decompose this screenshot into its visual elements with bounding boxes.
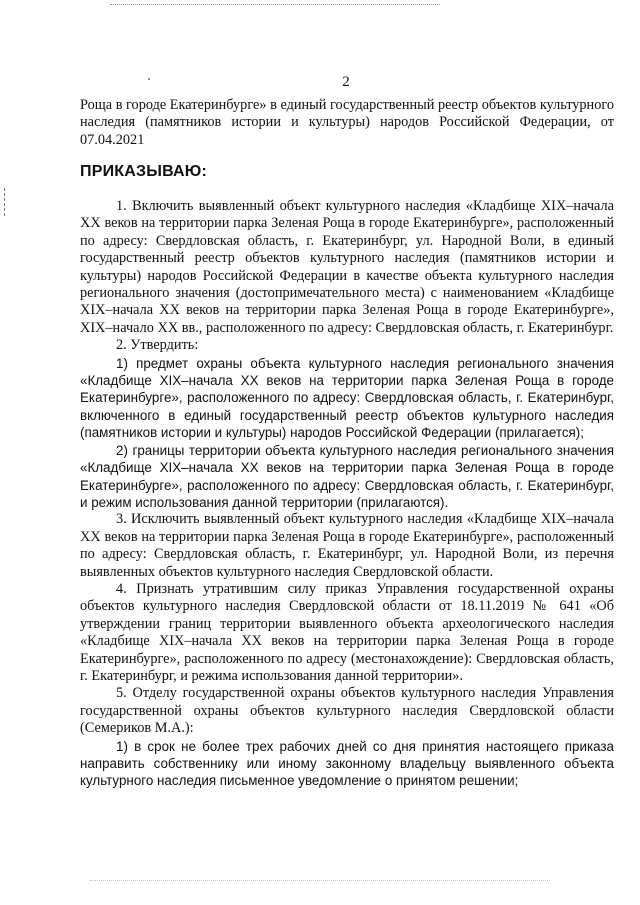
paragraph-5: 5. Отделу государственной охраны объектов культурного наследия Управления государственной охраны объектов культурного наследия Свердловской области (Семериков М.А.): [80, 685, 614, 737]
order-body [80, 198, 614, 790]
scan-edge-marks [4, 188, 7, 216]
paragraph-2-2: 2) границы территории объекта культурного наследия регионального значения «Кладбище XIX–начала XX веков на территории парка Зеленая Роща в городе Екатеринбурге», расположенного по адресу: Свердловская область, г. Екатеринбург, и режим использования данной территории (прилагаются). [80, 442, 614, 510]
page-number: 2 [342, 74, 350, 90]
scan-artifact-bottom [90, 880, 550, 881]
paragraph-4: 4. Признать утратившим силу приказ Управления государственной охраны объектов культурного наследия Свердловской области от 18.11.2019 № 641 «Об утверждении границ территории выявленного объекта археологического наследия «Кладбище XIX–начала XX веков на территории парка Зеленая Роща в городе Екатеринбурге», расположенного по адресу (местонахождение): Свердловская область, г. Екатеринбург, и режима использования данной территории». [80, 580, 614, 684]
scan-artifact-top [110, 4, 440, 5]
paragraph-3: 3. Исключить выявленный объект культурного наследия «Кладбище XIX–начала XX веков на территории парка Зеленая Роща в городе Екатеринбурге», расположенный по адресу: Свердловская область, г. Екатеринбург, ул. Народной Воли, из перечня выявленных объектов культурного наследия Свердловской области. [80, 511, 614, 580]
paragraph-2-1: 1) предмет охраны объекта культурного наследия регионального значения «Кладбище XIX–начала XX веков на территории парка Зеленая Роща в городе Екатеринбурге», расположенного по адресу: Свердловская область, г. Екатеринбург, включенного в единый государственный реестр объектов культурного наследия (памятников истории и культуры) народов Российской Федерации (прилагается); [80, 355, 614, 441]
paragraph-5-1: 1) в срок не более трех рабочих дней со дня принятия настоящего приказа направить собственнику или иному законному владельцу выявленного объекта культурного наследия письменное уведомление о принятом решении; [80, 738, 614, 789]
paragraph-2: 2. Утвердить: [116, 337, 199, 354]
intro-text: Роща в городе Екатеринбурге» в единый государственный реестр объектов культурного наследия (памятников истории и культуры) народов Российской Федерации, от 07.04.2021 [80, 97, 614, 148]
order-heading: ПРИКАЗЫВАЮ: [80, 163, 208, 180]
paragraph-1: 1. Включить выявленный объект культурного наследия «Кладбище XIX–начала XX веков на территории парка Зеленая Роща в городе Екатеринбурге», расположенный по адресу: Свердловская область, г. Екатеринбург, ул. Народной Воли, в единый государственный реестр объектов культурного наследия (памятников истории и культуры) народов Российской Федерации в качестве объекта культурного наследия регионального значения (достопримечательного места) с наименованием «Кладбище XIX–начала XX веков на территории парка Зеленая Роща в городе Екатеринбурге», XIX–начало XX вв., расположенного по адресу: Свердловская область, г. Екатеринбург. [80, 198, 614, 336]
scan-speck [148, 78, 150, 80]
